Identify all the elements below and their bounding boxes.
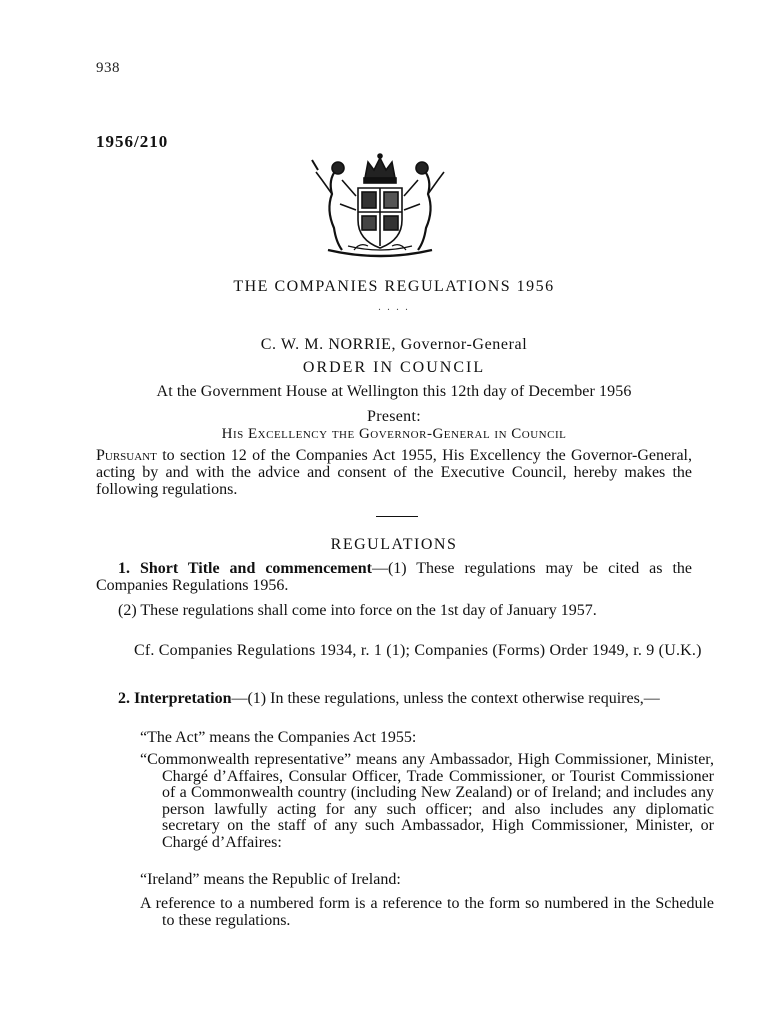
order-number: 1956/210 bbox=[96, 132, 169, 151]
divider-rule bbox=[376, 516, 418, 517]
order-in-council-heading: ORDER IN COUNCIL bbox=[302, 359, 486, 376]
section-1-subsection-2: (2) These regulations shall come into force on the 1st day of January 1957. bbox=[118, 602, 597, 619]
excellency-line: His Excellency the Governor-General in Council bbox=[221, 426, 567, 442]
document-title: THE COMPANIES REGULATIONS 1956 bbox=[233, 278, 555, 295]
regulations-heading: REGULATIONS bbox=[330, 536, 458, 553]
section-2-text: —(1) In these regulations, unless the context otherwise requires,— bbox=[231, 690, 660, 707]
coat-of-arms-icon bbox=[298, 150, 462, 260]
present-label: Present: bbox=[367, 408, 421, 425]
section-1-heading: 1. Short Title and commencement bbox=[118, 560, 372, 577]
place-and-date-line: At the Government House at Wellington this 12th day of December 1956 bbox=[156, 383, 632, 400]
definition-ireland: “Ireland” means the Republic of Ireland: bbox=[140, 871, 401, 888]
definition-commonwealth-representative: “Commonwealth representative” means any Ambassador, High Commissioner, Minister, Chargé d’Affaires, Consular Officer, Trade Commissioner, or Tourist Commissioner of a Commonwealth country (including New Zealand) or of Ireland; and includes any person lawfully acting for any such officer; and also includes any diplomatic secretary on the staff of any such Ambassador, High Commissioner, Minister, or Chargé d’Affaires: bbox=[140, 751, 714, 851]
governor-general-line: C. W. M. NORRIE, Governor-General bbox=[260, 336, 528, 353]
definition-numbered-form: A reference to a numbered form is a reference to the form so numbered in the Schedule to these regulations. bbox=[140, 895, 714, 929]
preamble-text: to section 12 of the Companies Act 1955, His Excellency the Governor-General, acting by and with the advice and consent of the Executive Council, hereby makes the following regulations. bbox=[96, 447, 692, 498]
preamble-lead: Pursuant bbox=[96, 447, 157, 464]
section-1-paragraph bbox=[96, 560, 692, 594]
section-2-paragraph bbox=[96, 690, 692, 707]
separator-dots: . . . . bbox=[378, 302, 410, 313]
page-number: 938 bbox=[96, 60, 120, 76]
definition-act: “The Act” means the Companies Act 1955: bbox=[140, 729, 417, 746]
section-1-text: —(1) These regulations may be cited as the Companies Regulations 1956. bbox=[96, 560, 692, 594]
section-1-cross-reference: Cf. Companies Regulations 1934, r. 1 (1); Companies (Forms) Order 1949, r. 9 (U.K.) bbox=[134, 642, 702, 659]
section-2-heading: 2. Interpretation bbox=[118, 690, 232, 707]
preamble-paragraph bbox=[96, 447, 692, 498]
